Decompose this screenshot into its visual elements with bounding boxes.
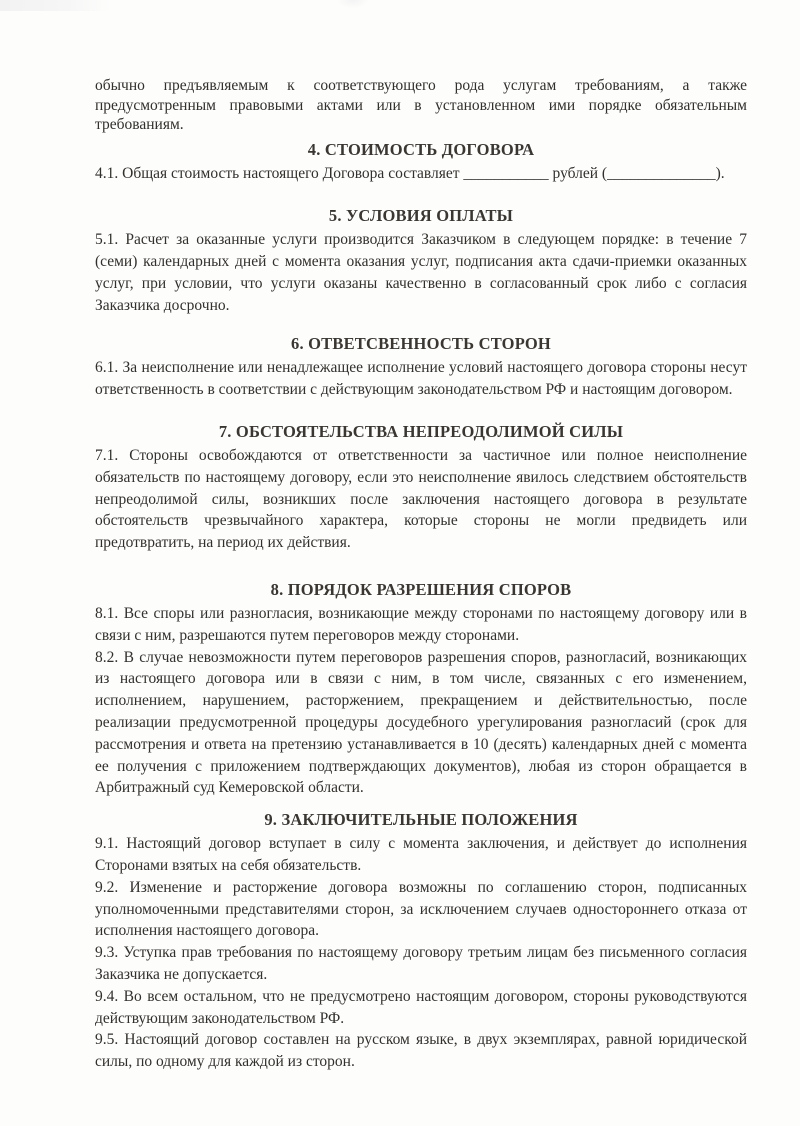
section-paragraph: 6.1. За неисполнение или ненадлежащее исполнение условий настоящего договора стороны несут ответственность в соответствии с действующим законодательством РФ и настоящим договором. <box>95 359 747 399</box>
section-heading: 5. УСЛОВИЯ ОПЛАТЫ <box>328 206 514 226</box>
section-heading: 4. СТОИМОСТЬ ДОГОВОРА <box>307 139 535 159</box>
section-paragraph: 9.1. Настоящий договор вступает в силу с момента заключения, и действует до исполнения Сторонами взятых на себя обязательств. <box>95 835 747 875</box>
section-paragraph: 5.1. Расчет за оказанные услуги производится Заказчиком в следующем порядке: в течение 7 (семи) календарных дней с момента оказания услуг, подписания акта сдачи-приемки оказанных услуг, при условии, что услуги оказаны качественно в согласованный срок либо с согласия Заказчика досрочно. <box>95 231 747 314</box>
sections-container <box>95 140 747 1074</box>
contract-section <box>95 810 747 1073</box>
section-paragraph: 9.4. Во всем остальном, что не предусмотрено настоящим договором, стороны руководствуются действующим законодательством РФ. <box>95 987 747 1027</box>
section-heading: 8. ПОРЯДОК РАЗРЕШЕНИЯ СПОРОВ <box>270 580 572 600</box>
section-heading: 7. ОБСТОЯТЕЛЬСТВА НЕПРЕОДОЛИМОЙ СИЛЫ <box>218 422 624 442</box>
section-paragraph: 8.1. Все споры или разногласия, возникающие между сторонами по настоящему договору или в связи с ним, разрешаются путем переговоров между сторонами. <box>95 605 747 644</box>
section-heading: 6. ОТВЕТСВЕННОСТЬ СТОРОН <box>291 334 551 354</box>
continuation-paragraph: обычно предъявляемым к соответствующего рода услугам требованиям, а также предусмотренным правовыми актами или в установленном ими порядке обязательным требованиям. <box>95 77 747 133</box>
document-content <box>95 76 747 1073</box>
scan-artifact-top-center <box>338 0 368 8</box>
section-paragraph: 8.2. В случае невозможности путем переговоров разрешения споров, разногласий, возникающих из настоящего договора или в связи с ним, в том числе, связанных с его изменением, исполнением, нарушением, расторжением, прекращением и действительностью, после реализации предусмотренной процедуры досудебного урегулирования разногласий (срок для рассмотрения и ответа на претензию устанавливается в 10 (десять) календарных дней с момента ее получения с приложением подтверждающих документов), любая из сторон обращается в Арбитражный суд Кемеровской области. <box>95 648 747 797</box>
section-paragraph: 9.3. Уступка прав требования по настоящему договору третьим лицам без письменного согласия Заказчика не допускается. <box>95 944 747 984</box>
scan-artifact-top-left <box>0 0 112 11</box>
contract-section <box>95 580 747 799</box>
contract-section <box>95 140 747 185</box>
contract-section <box>95 422 747 554</box>
section-paragraph: 9.5. Настоящий договор составлен на русском языке, в двух экземплярах, равной юридической силы, по одному для каждой из сторон. <box>95 1031 747 1071</box>
section-paragraph: 4.1. Общая стоимость настоящего Договора составляет ___________ рублей (______________). <box>95 164 725 182</box>
contract-section <box>95 206 747 316</box>
contract-section <box>95 334 747 401</box>
section-paragraph: 9.2. Изменение и расторжение договора возможны по соглашению сторон, подписанных уполномоченными представителями сторон, за исключением случаев одностороннего отказа от исполнения настоящего договора. <box>95 878 747 940</box>
section-heading: 9. ЗАКЛЮЧИТЕЛЬНЫЕ ПОЛОЖЕНИЯ <box>264 810 578 830</box>
section-paragraph: 7.1. Стороны освобождаются от ответственности за частичное или полное неисполнение обязательств по настоящему договору, если это неисполнение явилось следствием обстоятельств непреодолимой силы, возникших после заключения настоящего договора в результате обстоятельств чрезвычайного характера, которые стороны не могли предвидеть или предотвратить, на период их действия. <box>95 447 747 552</box>
